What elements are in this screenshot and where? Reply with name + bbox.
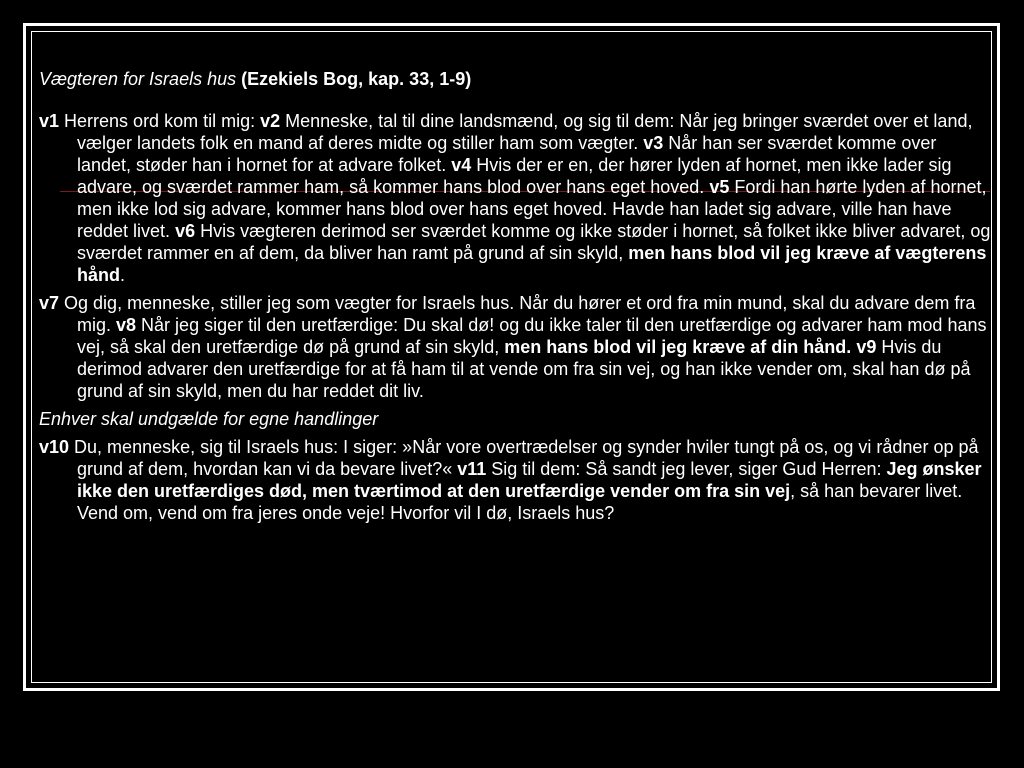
verse-text: Og dig, menneske, stiller jeg som vægter for Israels hus. Når du hører et ord fra min mund, skal du advare dem fra mig.	[59, 293, 976, 335]
slide-title	[39, 68, 994, 90]
verse-number: v5	[709, 177, 730, 197]
verse-text: Når jeg siger til den uretfærdige: Du skal dø! og du ikke taler til den uretfærdige og advarer ham mod hans vej, så skal den uretfærdige dø på grund af sin skyld,	[77, 315, 987, 357]
title-italic: Vægteren for Israels hus	[39, 69, 237, 89]
verse-text: , så han bevarer livet. Vend om, vend om fra jeres onde veje! Hvorfor vil I dø, Israels hus?	[77, 481, 963, 523]
title-reference: (Ezekiels Bog, kap. 33, 1-9)	[241, 69, 472, 89]
verse-number: v4	[451, 155, 472, 175]
verse-text: Menneske, tal til dine landsmænd, og sig til dem: Når jeg bringer sværdet over et land, vælger landets folk en mand af deres midte og stiller ham som vægter.	[77, 111, 973, 153]
verse-text: Hvis der er en, der hører lyden af hornet, men ikke lader sig advare, og sværdet rammer ham, så kommer hans blod over hans eget hoved.	[77, 155, 952, 197]
verse-block-2	[39, 292, 994, 402]
verse-text: Herrens ord kom til mig:	[59, 111, 261, 131]
verse-number: v11	[457, 459, 487, 479]
emphasized-text: men hans blod vil jeg kræve af din hånd.	[504, 337, 852, 357]
emphasized-text: Jeg ønsker ikke den uretfærdiges død, men tværtimod at den uretfærdige vender om fra sin vej	[77, 459, 982, 501]
subheading-text: Enhver skal undgælde for egne handlinger	[39, 409, 379, 429]
verse-number: v8	[116, 315, 137, 335]
verse-block-3	[39, 436, 994, 524]
verse-text: Når han ser sværdet komme over landet, støder han i hornet for at advare folket.	[77, 133, 937, 175]
verse-number: v1	[39, 111, 60, 131]
verse-text: Hvis vægteren derimod ser sværdet komme og ikke støder i hornet, så folket ikke bliver advaret, og sværdet rammer en af dem, da bliver han ramt på grund af sin skyld,	[77, 221, 991, 263]
verse-text: Hvis du derimod advarer den uretfærdige for at få ham til at vende om fra sin vej, og han ikke vender om, skal han dø på grund af sin skyld, men du har reddet dit liv.	[77, 337, 971, 401]
verse-number: v9	[856, 337, 877, 357]
verse-block-1	[39, 110, 994, 286]
verse-number: v10	[39, 437, 70, 457]
slide-content	[39, 68, 994, 530]
verse-number: v2	[260, 111, 281, 131]
verse-number: v7	[39, 293, 60, 313]
verse-text: Fordi han hørte lyden af hornet, men ikke lod sig advare, kommer hans blod over hans eget hoved. Havde han ladet sig advare, ville han have reddet livet.	[77, 177, 987, 241]
verse-text: Sig til dem: Så sandt jeg lever, siger Gud Herren:	[486, 459, 887, 479]
section-subheading	[39, 408, 994, 430]
verse-text: Du, menneske, sig til Israels hus: I siger: »Når vore overtrædelser og synder hviler tungt på os, og vi rådner op på grund af dem, hvordan kan vi da bevare livet?«	[69, 437, 979, 479]
verse-number: v3	[643, 133, 664, 153]
verse-number: v6	[175, 221, 196, 241]
emphasized-text: men hans blod vil jeg kræve af vægterens hånd	[77, 243, 987, 285]
verse-text: .	[120, 265, 126, 285]
